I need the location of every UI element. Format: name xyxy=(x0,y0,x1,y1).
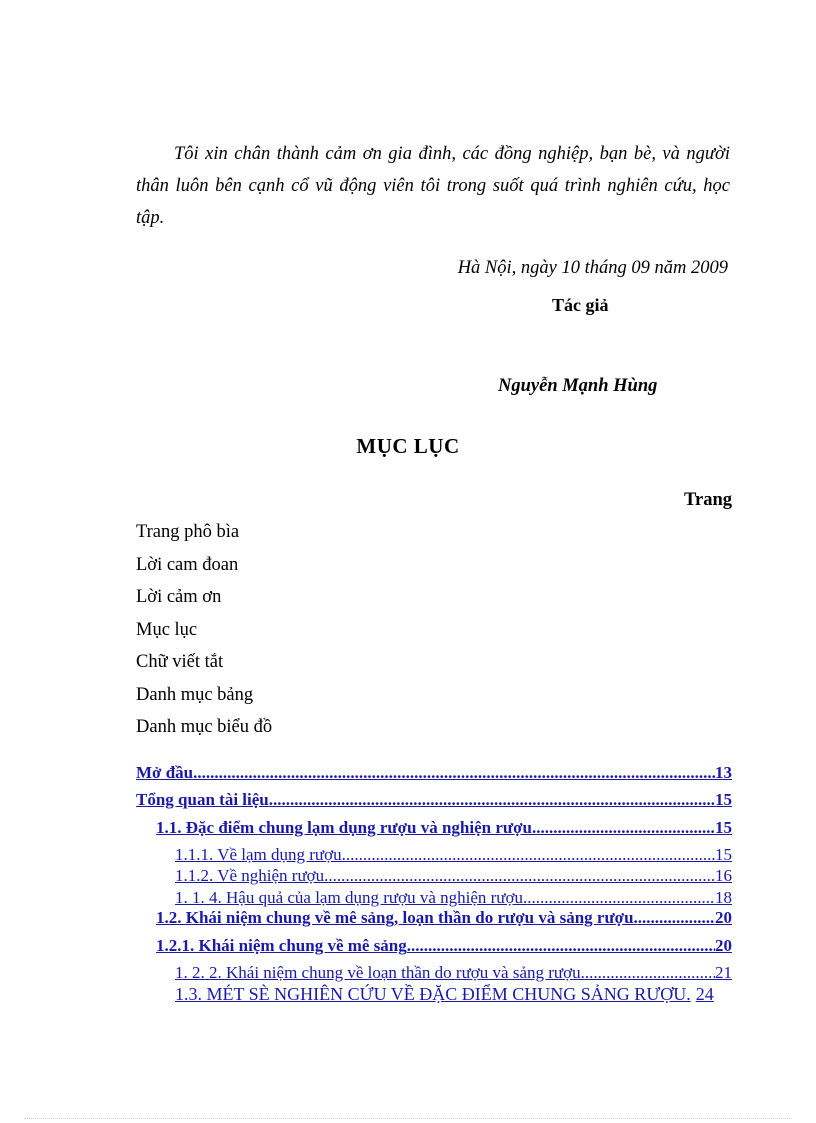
toc-entry-label: 1.2. Khái niệm chung về mê sảng, loạn thần do rượu và sảng rượu. xyxy=(156,908,638,927)
page-column-label: Trang xyxy=(684,490,732,510)
toc-link-1-3[interactable] xyxy=(175,984,751,1005)
toc-entry-label: Tổng quan tài liệu xyxy=(136,790,269,809)
toc-entry-label: 1. 2. 2. Khái niệm chung về loạn thần do rượu và sảng rượu. xyxy=(175,963,585,982)
place-date: Hà Nội, ngày 10 tháng 09 năm 2009 xyxy=(457,258,728,278)
front-matter-item: Trang phô bìa xyxy=(136,522,240,542)
toc-link-1-1-4[interactable] xyxy=(175,888,732,908)
toc-entry-label: 1.1.2. Về nghiện rượu. xyxy=(175,866,329,885)
toc-link-1-1[interactable] xyxy=(156,818,732,838)
author-label: Tác giả xyxy=(552,295,609,315)
toc-entry-page: 20 xyxy=(715,908,732,927)
toc-entry-page: 20 xyxy=(715,936,732,955)
toc-entry-label: 1.1. Đặc điểm chung lạm dụng rượu và nghiện rượu. xyxy=(156,818,537,837)
toc-entry-page: 15 xyxy=(715,845,732,864)
toc-link-1-2-1[interactable] xyxy=(156,936,732,956)
page-bottom-divider xyxy=(24,1118,792,1119)
front-matter-item: Mục lục xyxy=(136,619,198,640)
toc-entry-page: 15 xyxy=(715,790,732,809)
front-matter-item: Danh mục biểu đồ xyxy=(136,717,273,737)
toc-link-1-1-1[interactable] xyxy=(175,845,732,865)
toc-entry-label: 1.3. MÉT SÈ NGHIÊN CỨU VỀ ĐẶC ĐIỂM CHUNG SẢNG RƯỢU. xyxy=(175,984,691,1004)
toc-link-1-2-2[interactable] xyxy=(175,963,732,983)
toc-entry-page: 15 xyxy=(715,818,732,837)
toc-link-1-2[interactable] xyxy=(156,908,732,928)
toc-title: MỤC LỤC xyxy=(356,434,460,458)
toc-link-tong-quan[interactable] xyxy=(136,790,732,810)
front-matter-item: Lời cảm ơn xyxy=(136,587,222,607)
toc-entry-label: 1. 1. 4. Hậu quả của lạm dụng rượu và nghiện rượu. xyxy=(175,888,528,907)
toc-link-1-1-2[interactable] xyxy=(175,866,732,886)
toc-entry-page: 18 xyxy=(715,888,732,907)
toc-entry-label: 1.2.1. Khái niệm chung về mê sảng xyxy=(156,936,407,955)
toc-entry-label: 1.1.1. Về lạm dụng rượu. xyxy=(175,845,346,864)
front-matter-list xyxy=(136,516,272,744)
toc-entry-page: 24 xyxy=(695,984,714,1004)
author-name: Nguyễn Mạnh Hùng xyxy=(498,376,658,396)
toc-entry-page: 16 xyxy=(715,866,732,885)
acknowledgement-paragraph: Tôi xin chân thành cảm ơn gia đình, các đồng nghiệp, bạn bè, và người thân luôn bên cạnh cổ vũ động viên tôi trong suốt quá trình nghiên cứu, học tập. xyxy=(136,144,730,228)
toc-entry-page: 21 xyxy=(715,963,732,982)
front-matter-item: Lời cam đoan xyxy=(136,554,239,575)
front-matter-item: Danh mục bảng xyxy=(136,684,254,705)
toc-entry-label: Mở đầu xyxy=(136,763,194,782)
toc-link-mo-dau[interactable] xyxy=(136,763,732,783)
front-matter-item: Chữ viết tắt xyxy=(136,652,224,672)
toc-entry-page: 13 xyxy=(715,763,732,782)
